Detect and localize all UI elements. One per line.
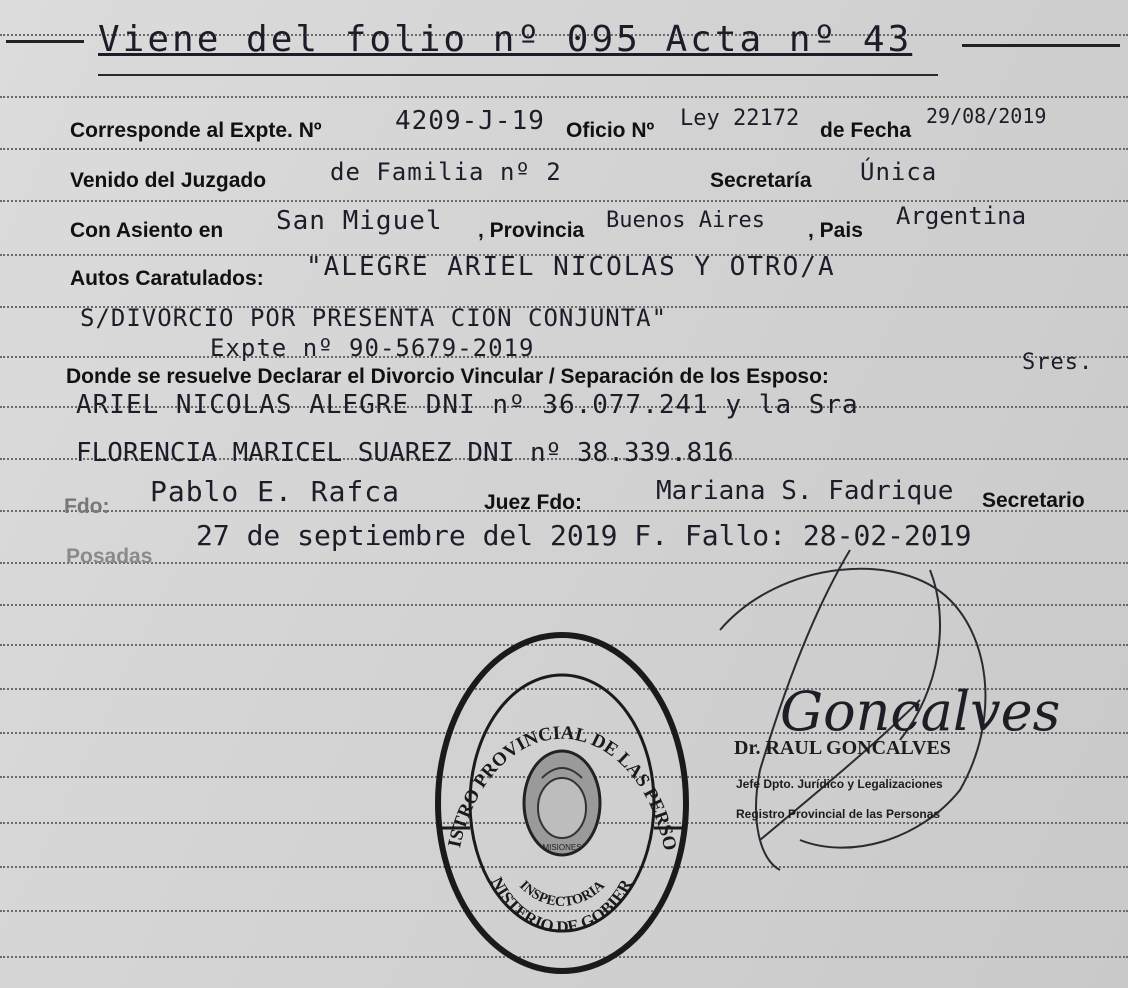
provincia-label: , Provincia [478, 219, 585, 242]
signer-title-2: Registro Provincial de las Personas [736, 807, 941, 821]
svg-text:INSPECTORIA [516, 878, 608, 910]
pais-value: Argentina [896, 202, 1027, 230]
autos-value-2: S/DIVORCIO POR PRESENTA CION CONJUNTA" [80, 304, 668, 332]
signature-text: Goncalves [780, 680, 1061, 743]
dotted-rule [0, 96, 1128, 98]
seal-graphic [432, 628, 692, 978]
seal-inner-text: INSPECTORIA [516, 878, 608, 910]
header-rule-left [6, 40, 84, 43]
signature-scribble [700, 540, 1061, 880]
expte-label: Corresponde al Expte. Nº [70, 119, 322, 142]
juez-name: Pablo E. Rafca [150, 475, 401, 508]
dotted-rule [0, 356, 1128, 358]
seal-emblem-text: MISIONES [542, 843, 582, 852]
esposos-prefix: Sres. [1022, 350, 1094, 375]
asiento-label: Con Asiento en [70, 219, 224, 242]
seal-outer-text: ISTRO PROVINCIAL DE LAS PERSO [444, 722, 681, 853]
header-rule-right [962, 44, 1120, 47]
header-folio-acta: Viene del folio nº 095 Acta nº 43 [98, 19, 913, 60]
seal-bottom-text: NISTERIO DE GOBIER [487, 873, 636, 937]
secretaria-value: Única [860, 158, 938, 186]
esposo-2: FLORENCIA MARICEL SUAREZ DNI nº 38.339.816 [76, 438, 734, 468]
expte-note: Expte nº 90-5679-2019 [210, 334, 535, 362]
juzgado-value: de Familia nº 2 [330, 158, 562, 186]
dotted-rule [0, 148, 1128, 150]
provincia-value: Buenos Aires [606, 208, 765, 233]
header-underline [98, 74, 938, 76]
secretaria-label: Secretaría [710, 169, 812, 192]
autos-value-1: "ALEGRE ARIEL NICOLAS Y OTRO/A [306, 252, 836, 282]
expte-value: 4209-J-19 [395, 106, 545, 136]
oficio-label: Oficio Nº [566, 119, 655, 142]
fdo-label: Fdo: [64, 495, 110, 518]
official-seal [432, 628, 692, 983]
signer-title-1: Jefe Dpto. Jurídico y Legalizaciones [736, 777, 943, 791]
secretario-label: Secretario [982, 489, 1085, 512]
signer-name: Dr. RAUL GONCALVES [734, 737, 951, 759]
autos-label: Autos Caratulados: [70, 267, 264, 290]
fecha-label: de Fecha [820, 119, 912, 142]
asiento-value: San Miguel [276, 206, 443, 236]
fecha-value: 29/08/2019 [926, 104, 1047, 128]
pais-label: , Pais [808, 219, 863, 242]
secretario-name: Mariana S. Fadrique [656, 476, 954, 506]
posadas-value: 27 de septiembre del 2019 F. Fallo: 28-02-2019 [196, 519, 972, 552]
esposo-1: ARIEL NICOLAS ALEGRE DNI nº 36.077.241 y la Sra [76, 390, 859, 420]
oficio-value: Ley 22172 [680, 106, 800, 131]
posadas-label: Posadas [66, 545, 153, 568]
signature-block [700, 540, 1061, 885]
juez-label: Juez Fdo: [484, 491, 582, 514]
divorcio-label: Donde se resuelve Declarar el Divorcio Vincular / Separación de los Esposo: [66, 365, 829, 388]
juzgado-label: Venido del Juzgado [70, 169, 267, 192]
